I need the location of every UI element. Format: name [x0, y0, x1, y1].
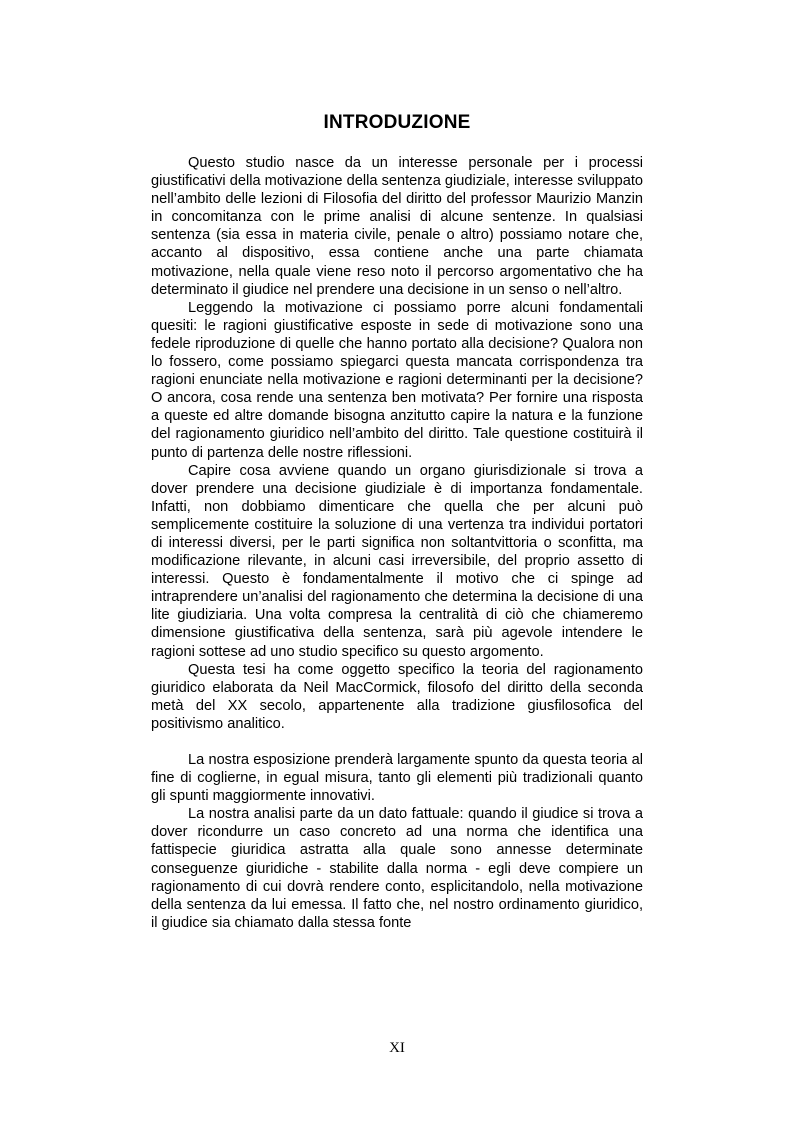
paragraph-1: Questo studio nasce da un interesse personale per i processi giustificativi della motivazione della sentenza giudiziale, interesse sviluppato nell’ambito delle lezioni di Filosofia del diritto del professor Maurizio Manzin in concomitanza con le prime analisi di alcune sentenze. In qualsiasi sentenza (sia essa in materia civile, penale o altro) possiamo notare che, accanto al dispositivo, essa contiene anche una parte chiamata motivazione, nella quale viene reso noto il percorso argomentativo che ha determinato il giudice nel prendere una decisione in un senso o nell’altro. [151, 155, 643, 298]
page-content [151, 112, 643, 932]
paragraph-5: La nostra esposizione prenderà largamente spunto da questa teoria al fine di coglierne, in egual misura, tanto gli elementi più tradizionali quanto gli spunti maggiormente innovativi. [151, 752, 643, 805]
body-text [151, 154, 643, 932]
paragraph-2: Leggendo la motivazione ci possiamo porre alcuni fondamentali quesiti: le ragioni giustificative esposte in sede di motivazione sono una fedele riproduzione di quelle che hanno portato alla decisione? Qualora non lo fossero, come possiamo spiegarci questa mancata corrispondenza tra ragioni enunciate nella motivazione e ragioni determinanti per la decisione? O ancora, cosa rende una sentenza ben motivata? Per fornire una risposta a queste ed altre domande bisogna anzitutto capire la natura e la funzione del ragionamento giuridico nell’ambito del diritto. Tale questione costituirà il punto di partenza delle nostre riflessioni. [151, 299, 643, 461]
chapter-title: INTRODUZIONE [323, 112, 471, 133]
page-number: XI [389, 1040, 405, 1056]
paragraph-6: La nostra analisi parte da un dato fattuale: quando il giudice si trova a dover ricondurre un caso concreto ad una norma che identifica una fattispecie giuridica astratta alla quale sono annesse determinate conseguenze giuridiche - stabilite dalla norma - egli deve compiere un ragionamento di cui dovrà rendere conto, esplicitandolo, nella motivazione della sentenza da lui emessa. Il fatto che, nel nostro ordinamento giuridico, il giudice sia chiamato dalla stessa fonte [151, 806, 643, 931]
paragraph-3: Capire cosa avviene quando un organo giurisdizionale si trova a dover prendere una decisione giudiziale è di importanza fondamentale. Infatti, non dobbiamo dimenticare che quella che per alcuni può semplicemente costituire la soluzione di una vertenza tra individui portatori di interessi diversi, per le parti significa non soltantvittoria o sconfitta, ma modificazione rilevante, in alcuni casi irreversibile, del proprio assetto di interessi. Questo è fondamentalmente il motivo che ci spinge ad intraprendere un’analisi del ragionamento che determina la decisione di una lite giudiziaria. Una volta compresa la centralità di ciò che chiameremo dimensione giustificativa della sentenza, sarà più agevole intendere le ragioni sottese ad uno studio specifico su questo argomento. [151, 462, 643, 660]
paragraph-4: Questa tesi ha come oggetto specifico la teoria del ragionamento giuridico elaborata da Neil MacCormick, filosofo del diritto della seconda metà del XX secolo, appartenente alla tradizione giusfilosofica del positivismo analitico. [151, 661, 643, 732]
